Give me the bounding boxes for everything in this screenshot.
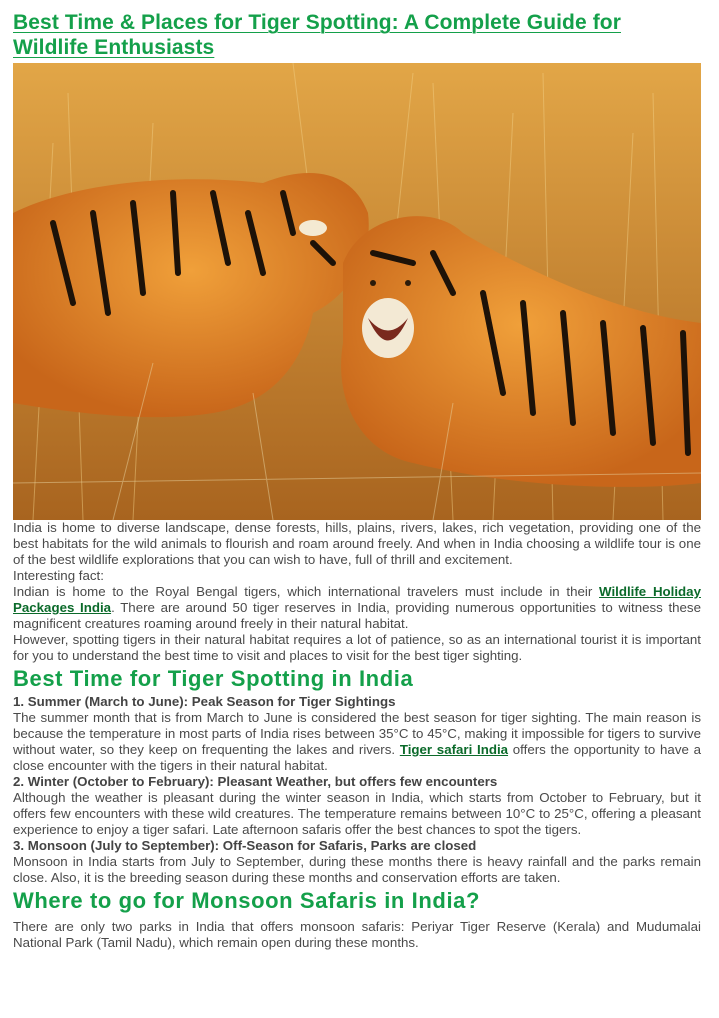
winter-paragraph: Although the weather is pleasant during the winter season in India, which starts from October to February, but it offers few encounters with these wild creatures. The temperature remains between 10°C to 25°C, offering a pleasant experience to enjoy a tiger safari. Late afternoon safaris offer the best chances to spot the tigers.: [13, 790, 701, 837]
intro-paragraph-2: [13, 584, 701, 632]
intro-paragraph-3: However, spotting tigers in their natural habitat requires a lot of patience, so as an international tourist it is important for you to understand the best time to visit and places to visit for the best tiger sighting.: [13, 632, 701, 663]
winter-subheading: 2. Winter (October to February): Pleasant Weather, but offers few encounters: [13, 774, 498, 789]
summer-text-before-link: The summer month that is from March to June is considered the best season for tiger sighting. The main reason is because the temperature in most parts of India rises between 35°C to 45°C, making it impossible for tigers to survive without water, so they keep on frequenting the lakes and rivers.: [13, 710, 701, 757]
monsoon-paragraph: Monsoon in India starts from July to September, during these months there is heavy rainfall and the parks remain close. Also, it is the breeding season during these months and conservation efforts are taken.: [13, 854, 701, 885]
summer-text-after-link: offers the opportunity to have a close encounter with the tigers in their natural habitat.: [13, 742, 701, 773]
page-title: Best Time & Places for Tiger Spotting: A Complete Guide for Wildlife Enthusiasts: [13, 11, 621, 59]
intro-text-after-link: . There are around 50 tiger reserves in India, providing numerous opportunities to witness these magnificent creatures roaming around freely in their natural habitat.: [13, 600, 701, 631]
tiger-photo-illustration: [13, 63, 701, 520]
section-heading-best-time: Best Time for Tiger Spotting in India: [13, 666, 414, 691]
intro-paragraph: India is home to diverse landscape, dense forests, hills, plains, rivers, lakes, rich vegetation, providing one of the best habitats for the wild animals to flourish and roam around freely. And when in India choosing a wildlife tour is one of the best wildlife explorations that you can wish to have, full of thrill and excitement.: [13, 520, 701, 567]
tiger-photo: [13, 63, 701, 520]
summer-subheading: 1. Summer (March to June): Peak Season for Tiger Sightings: [13, 694, 396, 709]
monsoon-subheading: 3. Monsoon (July to September): Off-Season for Safaris, Parks are closed: [13, 838, 477, 853]
summer-paragraph: [13, 710, 701, 774]
document-page: [13, 10, 701, 951]
section-heading-monsoon-safaris: Where to go for Monsoon Safaris in India?: [13, 888, 481, 913]
interesting-fact-label: Interesting fact:: [13, 568, 104, 583]
tiger-safari-india-link[interactable]: Tiger safari India: [399, 742, 509, 757]
wildlife-holiday-packages-link[interactable]: Wildlife Holiday Packages India: [13, 584, 701, 615]
monsoon-safaris-paragraph: There are only two parks in India that offers monsoon safaris: Periyar Tiger Reserve (Kerala) and Mudumalai National Park (Tamil Nadu), which remain open during these months.: [13, 919, 701, 950]
intro-text-before-link: Indian is home to the Royal Bengal tigers, which international travelers must include in their: [13, 584, 600, 599]
